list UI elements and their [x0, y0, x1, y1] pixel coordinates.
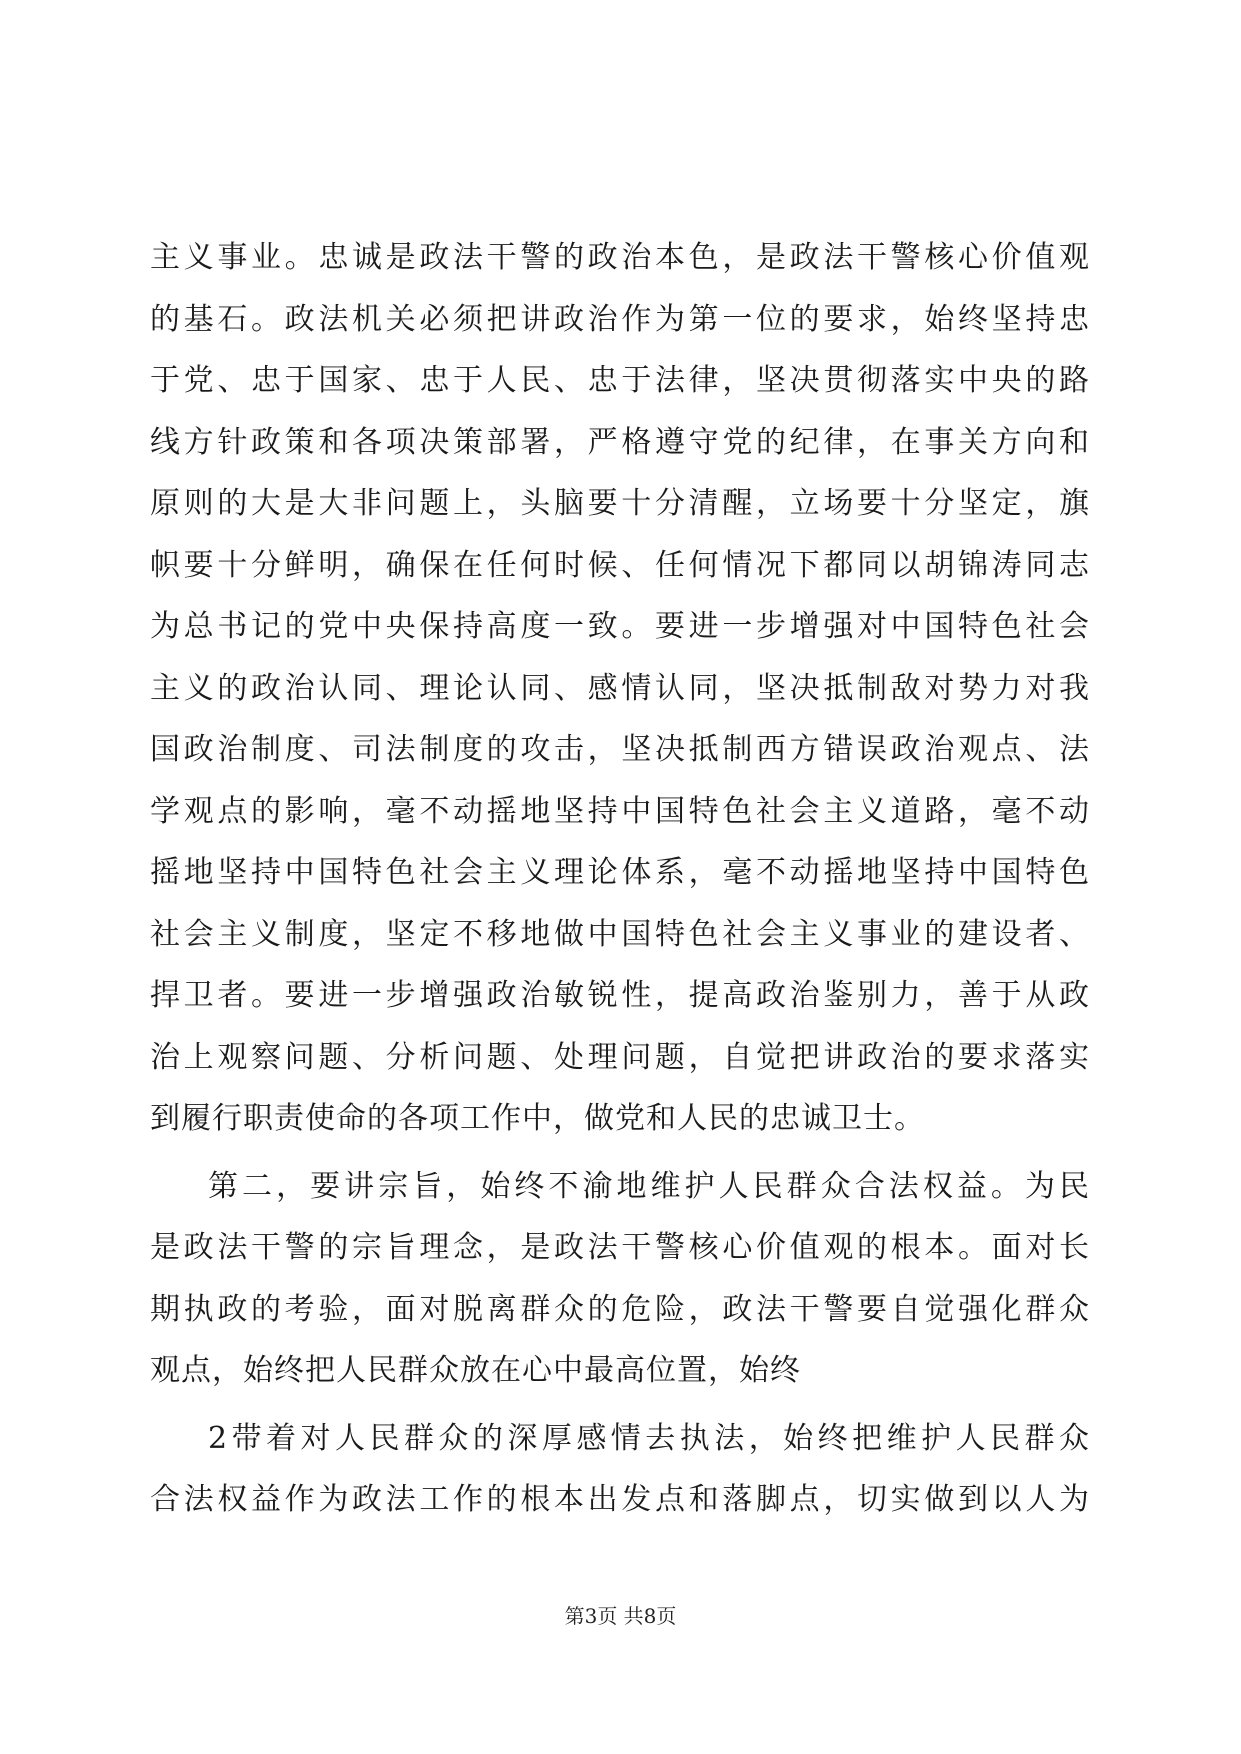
paragraph-line: 的基石。政法机关必须把讲政治作为第一位的要求，始终坚持忠	[150, 301, 1090, 337]
page-number-label: 第3页 共8页	[564, 1604, 677, 1628]
paragraph-line: 社会主义制度，坚定不移地做中国特色社会主义事业的建设者、	[150, 916, 1090, 952]
paragraph-line: 于党、忠于国家、忠于人民、忠于法律，坚决贯彻落实中央的路	[150, 363, 1090, 398]
paragraph-line: 主义事业。忠诚是政法干警的政治本色，是政法干警核心价值观	[150, 240, 1090, 275]
paragraph-line: 期执政的考验，面对脱离群众的危险，政法干警要自觉强化群众	[150, 1291, 1090, 1327]
paragraph-line: 合法权益作为政法工作的根本出发点和落脚点，切实做到以人为	[150, 1482, 1090, 1517]
paragraph-line: 摇地坚持中国特色社会主义理论体系，毫不动摇地坚持中国特色	[150, 855, 1090, 890]
paragraph-line: 2带着对人民群众的深厚感情去执法，始终把维护人民群众	[208, 1420, 1090, 1456]
paragraph-3	[150, 1408, 1090, 1531]
paragraph-line: 原则的大是大非问题上，头脑要十分清醒，立场要十分坚定，旗	[150, 486, 1090, 521]
paragraph-line: 国政治制度、司法制度的攻击，坚决抵制西方错误政治观点、法	[150, 732, 1090, 767]
paragraph-line: 是政法干警的宗旨理念，是政法干警核心价值观的根本。面对长	[150, 1230, 1090, 1265]
paragraph-1	[150, 227, 1090, 1150]
paragraph-2	[150, 1156, 1090, 1402]
paragraph-line: 到履行职责使命的各项工作中，做党和人民的忠诚卫士。	[150, 1101, 925, 1136]
paragraph-line: 学观点的影响，毫不动摇地坚持中国特色社会主义道路，毫不动	[150, 793, 1090, 829]
paragraph-line: 第二，要讲宗旨，始终不渝地维护人民群众合法权益。为民	[208, 1168, 1090, 1204]
paragraph-line: 为总书记的党中央保持高度一致。要进一步增强对中国特色社会	[150, 609, 1090, 644]
document-body	[150, 227, 1090, 1531]
paragraph-line: 捍卫者。要进一步增强政治敏锐性，提高政治鉴别力，善于从政	[150, 978, 1090, 1013]
paragraph-line: 帜要十分鲜明，确保在任何时候、任何情况下都同以胡锦涛同志	[150, 547, 1090, 583]
paragraph-line: 主义的政治认同、理论认同、感情认同，坚决抵制敌对势力对我	[150, 670, 1090, 706]
paragraph-line: 治上观察问题、分析问题、处理问题，自觉把讲政治的要求落实	[150, 1039, 1090, 1075]
paragraph-line: 线方针政策和各项决策部署，严格遵守党的纪律，在事关方向和	[150, 424, 1090, 460]
paragraph-line: 观点，始终把人民群众放在心中最高位置，始终	[150, 1353, 801, 1388]
page-footer	[0, 1600, 1241, 1629]
